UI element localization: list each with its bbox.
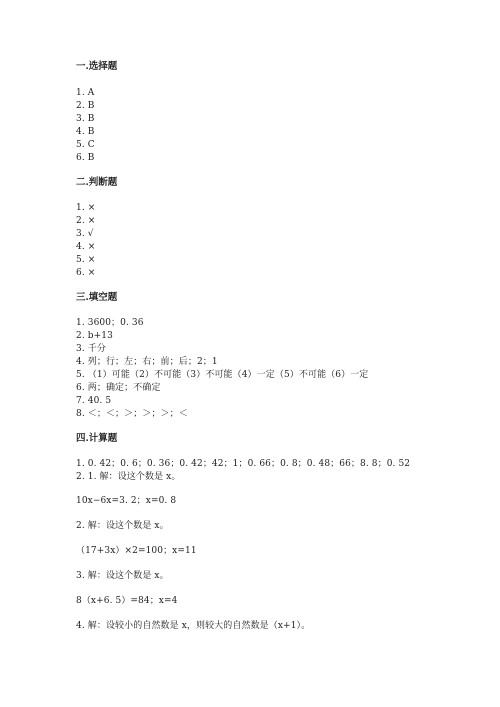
equation-line: （17+3x）×2=100；x=11	[76, 546, 197, 556]
answer-line: 4. B	[76, 127, 95, 137]
answer-line: 5. （1）可能（2）不可能（3）不可能（4）一定（5）不可能（6）一定	[76, 370, 369, 380]
answer-line: 2. B	[76, 101, 95, 111]
answer-line: 2. ×	[76, 216, 96, 226]
answer-line: 8. ＜；＜；＞；＞；＞；＜	[76, 409, 188, 419]
answer-line: 6. 两；确定；不确定	[76, 383, 161, 393]
answer-line: 1. 0. 42；0. 6；0. 36；0. 42；42；1；0. 66；0. 8；0. 48；66；8. 8；0. 52	[76, 459, 411, 469]
answer-line: 4. 列；行；左；右；前；后；2；1	[76, 357, 218, 367]
equation-line: 10x−6x=3. 2；x=0. 8	[76, 496, 177, 506]
answer-line: 3. B	[76, 114, 95, 124]
answer-line: 2. 1. 解：设这个数是 x。	[76, 472, 181, 482]
equation-line: 8（x+6. 5）=84；x=4	[76, 596, 178, 606]
answer-line: 1. 3600；0. 36	[76, 318, 144, 328]
answer-line: 5. ×	[76, 255, 96, 265]
answer-line: 1. ×	[76, 203, 96, 213]
answer-line: 2. 解：设这个数是 x。	[76, 521, 169, 531]
answer-line: 2. b+13	[76, 331, 113, 341]
answer-line: 6. ×	[76, 268, 96, 278]
section-heading-choice: 一.选择题	[76, 61, 118, 72]
answer-line: 1. A	[76, 88, 95, 98]
answer-line: 4. ×	[76, 242, 96, 252]
answer-line: 3. √	[76, 229, 94, 239]
answer-line: 5. C	[76, 140, 95, 150]
answer-line: 6. B	[76, 153, 95, 163]
answer-line: 7. 40. 5	[76, 396, 112, 406]
answer-line: 3. 千分	[76, 344, 106, 354]
answer-line: 3. 解：设这个数是 x。	[76, 571, 169, 581]
answer-line: 4. 解：设较小的自然数是 x，则较大的自然数是（x+1）。	[76, 621, 311, 631]
section-heading-calculation: 四.计算题	[76, 433, 118, 444]
section-heading-fill-blank: 三.填空题	[76, 292, 118, 303]
section-heading-judgment: 二.判断题	[76, 177, 118, 188]
